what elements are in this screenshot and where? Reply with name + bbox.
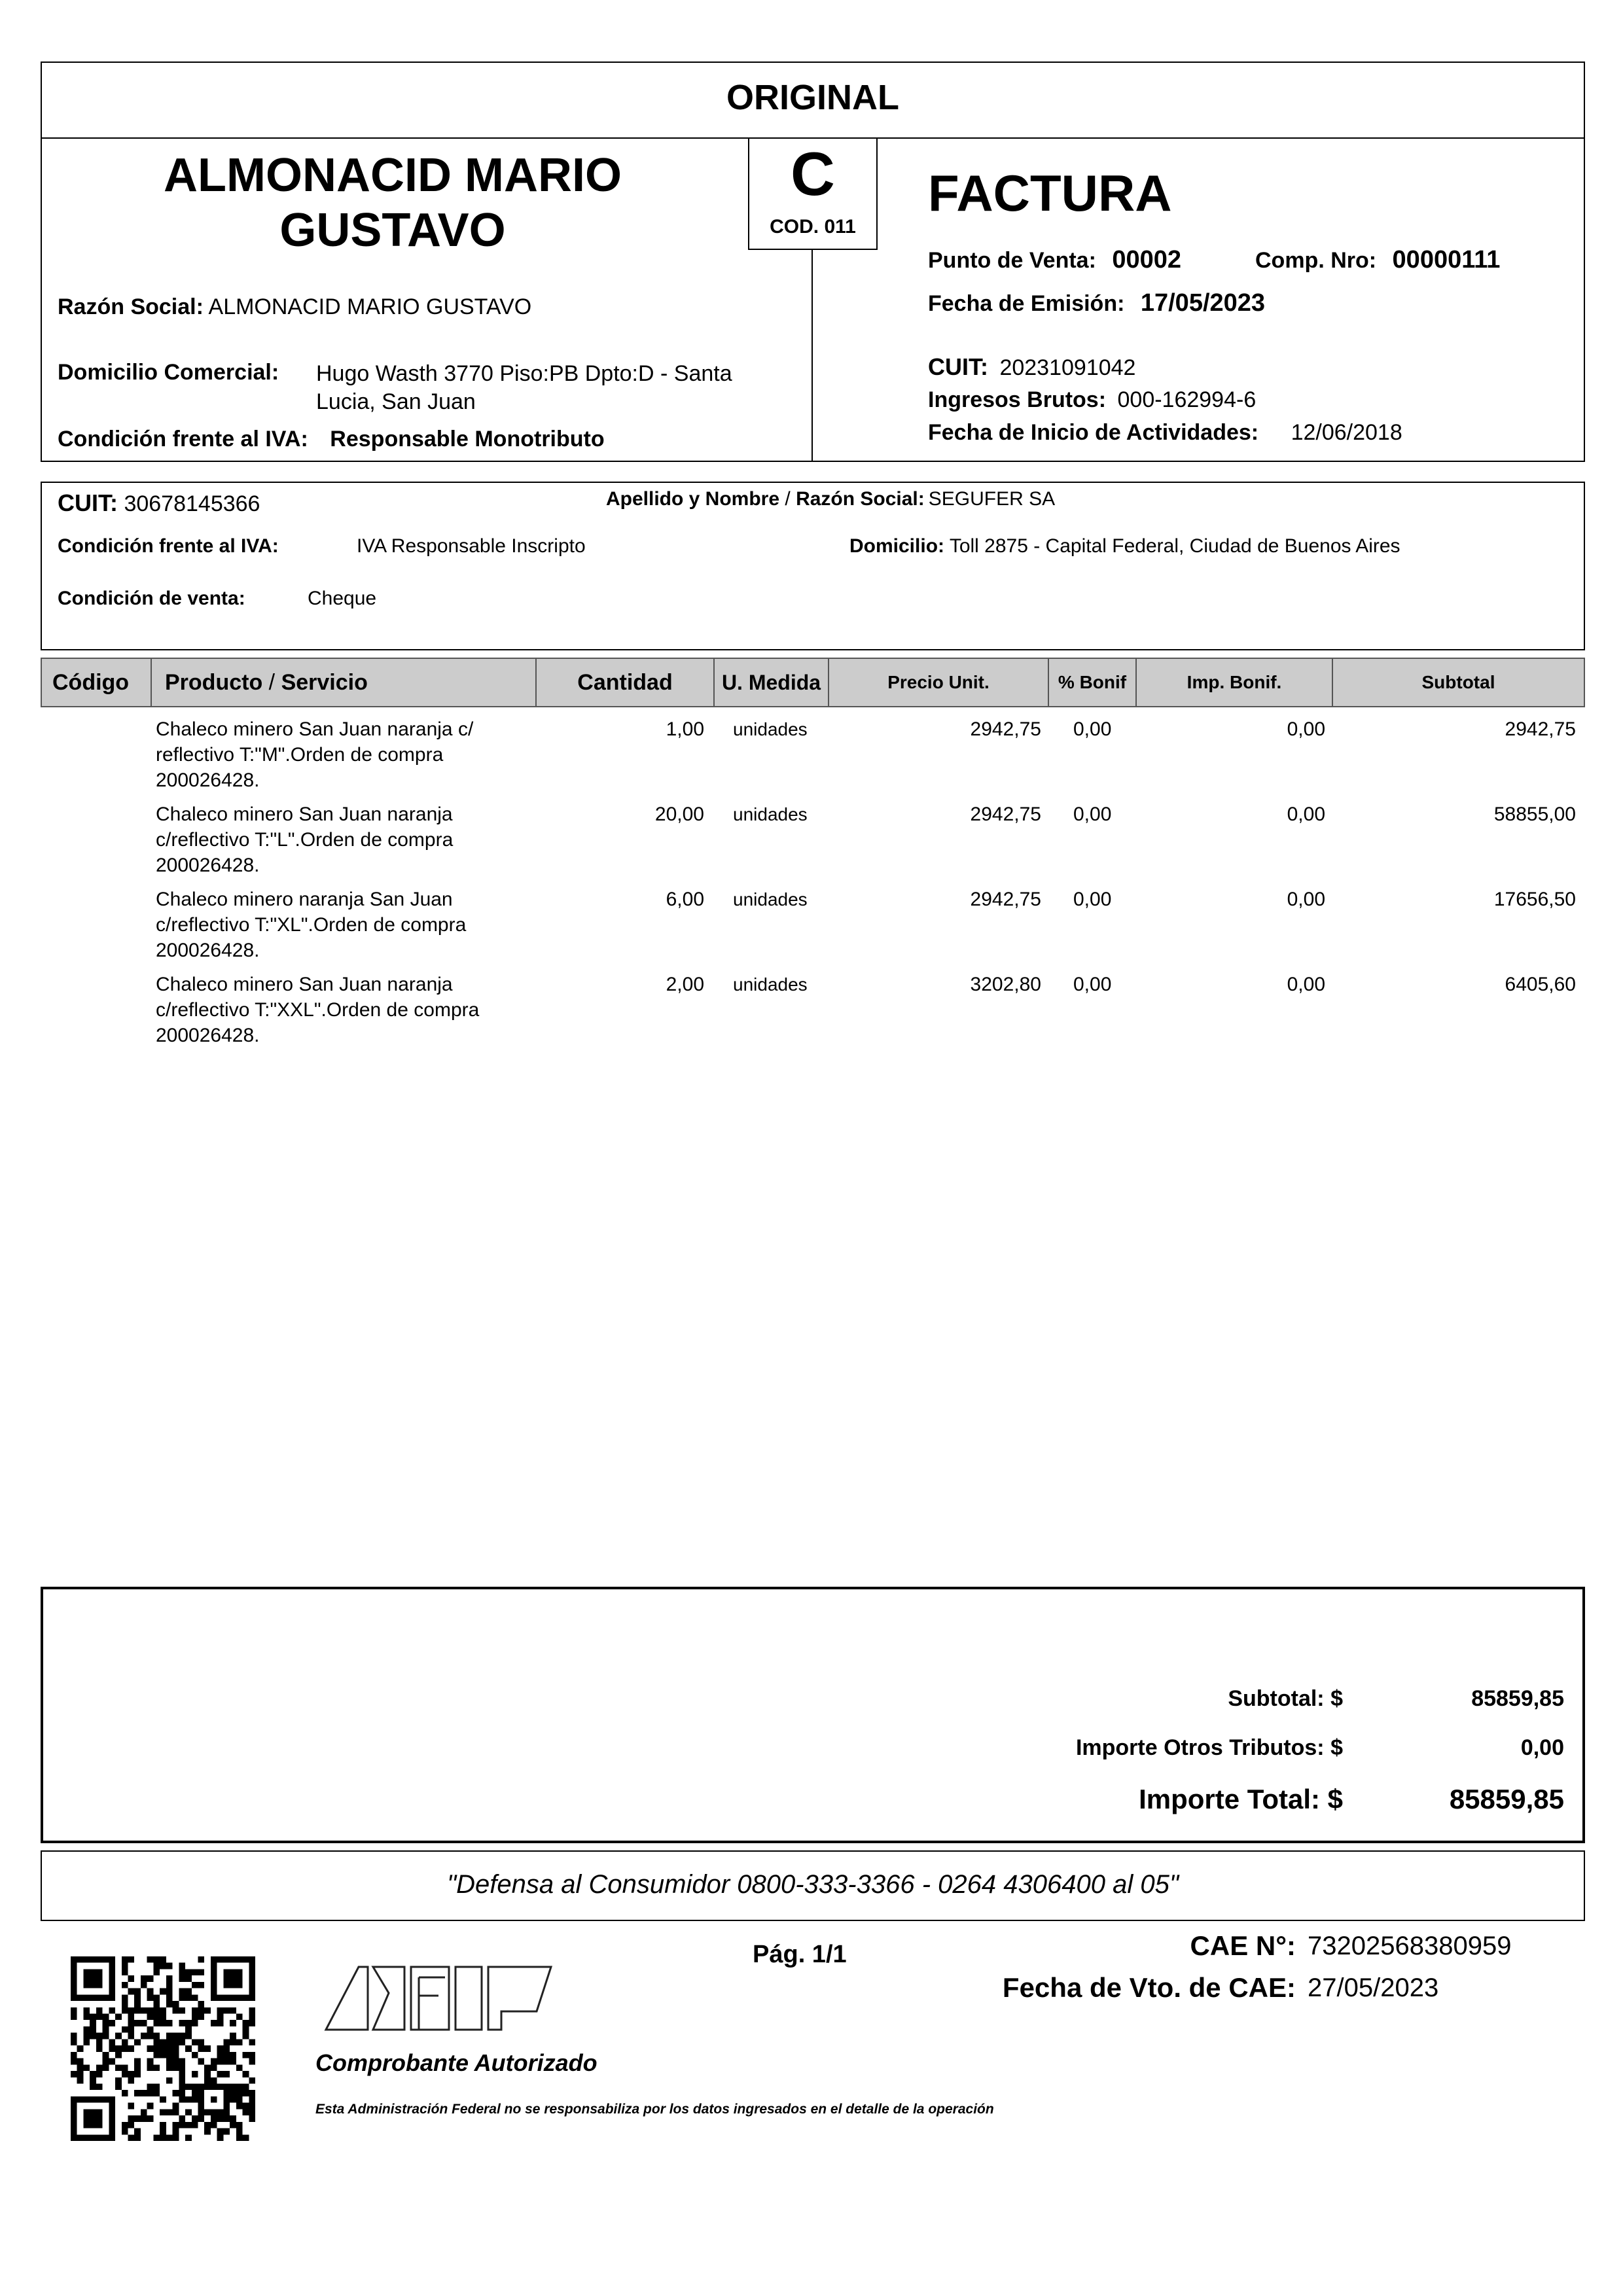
client-iva-value: IVA Responsable Inscripto — [357, 535, 586, 557]
punto-venta-value: 00002 — [1112, 246, 1182, 274]
client-nombre-label-b: Razón Social: — [796, 488, 925, 510]
table-row — [41, 972, 1585, 1057]
afip-logo-icon — [321, 1956, 556, 2034]
vto-cae-label: Fecha de Vto. de CAE: — [1002, 1972, 1296, 2003]
table-row — [41, 802, 1585, 887]
client-nombre-label-sep: / — [779, 488, 796, 510]
client-nombre-value: SEGUFER SA — [928, 488, 1056, 510]
item-precio: 2942,75 — [970, 718, 1041, 740]
item-description-line: Chaleco minero San Juan naranja — [156, 804, 453, 825]
inicio-actividades-value: 12/06/2018 — [1291, 420, 1402, 445]
col-producto-sep: / — [262, 670, 281, 695]
item-imp-bonif: 0,00 — [1287, 889, 1325, 910]
col-bonif: % Bonif — [1049, 659, 1137, 706]
client-nombre-label-a: Apellido y Nombre — [606, 488, 780, 510]
item-description-line: 200026428. — [156, 1025, 260, 1046]
comp-nro-label: Comp. Nro: — [1255, 248, 1377, 273]
item-umedida: unidades — [733, 719, 808, 739]
condicion-venta-value: Cheque — [308, 588, 377, 609]
item-description-line: reflectivo T:"M".Orden de compra — [156, 744, 444, 766]
inicio-actividades-label: Fecha de Inicio de Actividades: — [928, 420, 1259, 445]
issuer-cuit — [928, 353, 1135, 381]
item-umedida: unidades — [733, 804, 808, 824]
client-cuit — [58, 489, 260, 517]
item-precio: 2942,75 — [970, 804, 1041, 825]
comprobante-autorizado: Comprobante Autorizado — [315, 2049, 597, 2076]
cae-value: 73202568380959 — [1308, 1932, 1512, 1960]
client-cuit-value: 30678145366 — [124, 491, 260, 516]
item-cantidad: 2,00 — [666, 974, 704, 995]
col-cantidad: Cantidad — [537, 659, 715, 706]
item-imp-bonif: 0,00 — [1287, 974, 1325, 995]
issuer-name-line1: ALMONACID MARIO — [164, 149, 622, 202]
condicion-venta-label: Condición de venta: — [58, 588, 245, 609]
item-subtotal: 6405,60 — [1505, 974, 1576, 995]
client-cuit-label: CUIT: — [58, 489, 118, 516]
col-precio: Precio Unit. — [829, 659, 1049, 706]
totals-block — [41, 1587, 1585, 1843]
fecha-emision-label: Fecha de Emisión: — [928, 291, 1125, 316]
fecha-emision-value: 17/05/2023 — [1140, 289, 1266, 317]
item-imp-bonif: 0,00 — [1287, 804, 1325, 825]
client-iva-label: Condición frente al IVA: — [58, 535, 279, 557]
col-umedida: U. Medida — [715, 659, 829, 706]
domicilio-line1: Hugo Wasth 3770 Piso:PB Dpto:D - Santa — [316, 361, 732, 386]
punto-venta-label: Punto de Venta: — [928, 248, 1096, 273]
item-description-line: Chaleco minero naranja San Juan — [156, 889, 453, 910]
consumer-notice: "Defensa al Consumidor 0800-333-3366 - 0264 4306400 al 05" — [446, 1870, 1179, 1899]
razon-social-label: Razón Social: — [58, 294, 204, 319]
client-domicilio-label: Domicilio: — [849, 535, 945, 557]
comp-nro-value: 00000111 — [1392, 246, 1501, 274]
item-description-line: c/reflectivo T:"L".Orden de compra — [156, 829, 454, 851]
issuer-name — [98, 148, 687, 258]
razon-social-value: ALMONACID MARIO GUSTAVO — [208, 294, 532, 319]
punto-de-venta — [928, 246, 1181, 274]
col-producto-b: Servicio — [281, 670, 368, 695]
item-cantidad: 20,00 — [654, 804, 704, 825]
client-domicilio-value: Toll 2875 - Capital Federal, Ciudad de Buenos Aires — [949, 535, 1400, 557]
importe-total-label: Importe Total: $ — [1139, 1784, 1343, 1814]
item-description — [156, 716, 529, 793]
domicilio-comercial-value — [316, 360, 732, 416]
table-row — [41, 716, 1585, 802]
issuer-cuit-value: 20231091042 — [999, 355, 1136, 380]
copy-label: ORIGINAL — [726, 78, 899, 117]
item-subtotal: 2942,75 — [1505, 718, 1576, 740]
inicio-actividades — [928, 420, 1402, 446]
ingresos-brutos — [928, 387, 1256, 413]
disclaimer: Esta Administración Federal no se responsabiliza por los datos ingresados en el detalle de la operación — [315, 2102, 994, 2117]
item-precio: 2942,75 — [970, 889, 1041, 910]
item-imp-bonif: 0,00 — [1287, 718, 1325, 740]
col-subtotal: Subtotal — [1421, 672, 1495, 692]
item-description-line: 200026428. — [156, 855, 260, 876]
item-precio: 3202,80 — [970, 974, 1041, 995]
table-row — [41, 887, 1585, 972]
item-subtotal: 58855,00 — [1493, 804, 1576, 825]
item-bonif: 0,00 — [1073, 804, 1112, 825]
item-cantidad: 1,00 — [666, 718, 704, 740]
issuer-iva — [58, 427, 605, 452]
otros-tributos-value: 0,00 — [1520, 1735, 1564, 1760]
vto-cae-value: 27/05/2023 — [1308, 1973, 1439, 2002]
issuer-iva-value: Responsable Monotributo — [330, 427, 605, 451]
comp-nro — [1255, 246, 1500, 274]
issuer-cuit-label: CUIT: — [928, 353, 988, 380]
page-number: Pág. 1/1 — [753, 1941, 847, 1968]
client-domicilio — [849, 535, 1400, 557]
client-nombre — [606, 488, 1055, 510]
subtotal-value: 85859,85 — [1471, 1686, 1564, 1711]
col-producto-a: Producto — [165, 670, 263, 695]
item-description-line: Chaleco minero San Juan naranja — [156, 974, 453, 995]
items-table-header — [41, 658, 1585, 707]
invoice-code: COD. 011 — [770, 216, 856, 238]
subtotal-label: Subtotal: $ — [1228, 1686, 1343, 1711]
item-description-line: Chaleco minero San Juan naranja c/ — [156, 718, 474, 740]
ingresos-brutos-value: 000-162994-6 — [1117, 387, 1257, 412]
item-description-line: c/reflectivo T:"XXL".Orden de compra — [156, 999, 480, 1021]
issuer-name-line2: GUSTAVO — [279, 204, 506, 256]
item-bonif: 0,00 — [1073, 718, 1112, 740]
header-divider-vertical — [812, 249, 813, 462]
item-bonif: 0,00 — [1073, 889, 1112, 910]
fecha-emision — [928, 289, 1265, 317]
otros-tributos-label: Importe Otros Tributos: $ — [1075, 1735, 1343, 1760]
importe-total-value: 85859,85 — [1449, 1784, 1564, 1814]
item-description-line: c/reflectivo T:"XL".Orden de compra — [156, 914, 467, 936]
item-description — [156, 887, 529, 963]
item-description — [156, 972, 529, 1048]
invoice-title: FACTURA — [928, 164, 1172, 222]
item-description-line: 200026428. — [156, 769, 260, 791]
ingresos-brutos-label: Ingresos Brutos: — [928, 387, 1107, 412]
col-producto — [152, 659, 537, 706]
issuer-razon-social — [58, 294, 531, 320]
item-umedida: unidades — [733, 974, 808, 995]
item-description — [156, 802, 529, 878]
item-umedida: unidades — [733, 889, 808, 910]
domicilio-line2: Lucia, San Juan — [316, 389, 476, 414]
item-cantidad: 6,00 — [666, 889, 704, 910]
item-bonif: 0,00 — [1073, 974, 1112, 995]
item-subtotal: 17656,50 — [1493, 889, 1576, 910]
invoice-letter-box — [748, 137, 878, 250]
item-description-line: 200026428. — [156, 940, 260, 961]
col-imp-bonif: Imp. Bonif. — [1137, 659, 1333, 706]
issuer-iva-label: Condición frente al IVA: — [58, 427, 308, 451]
qr-code-icon — [71, 1956, 255, 2141]
invoice-letter: C — [791, 139, 835, 208]
col-codigo: Código — [42, 659, 152, 706]
domicilio-comercial-label: Domicilio Comercial: — [58, 360, 279, 385]
cae-label: CAE N°: — [1190, 1930, 1296, 1961]
